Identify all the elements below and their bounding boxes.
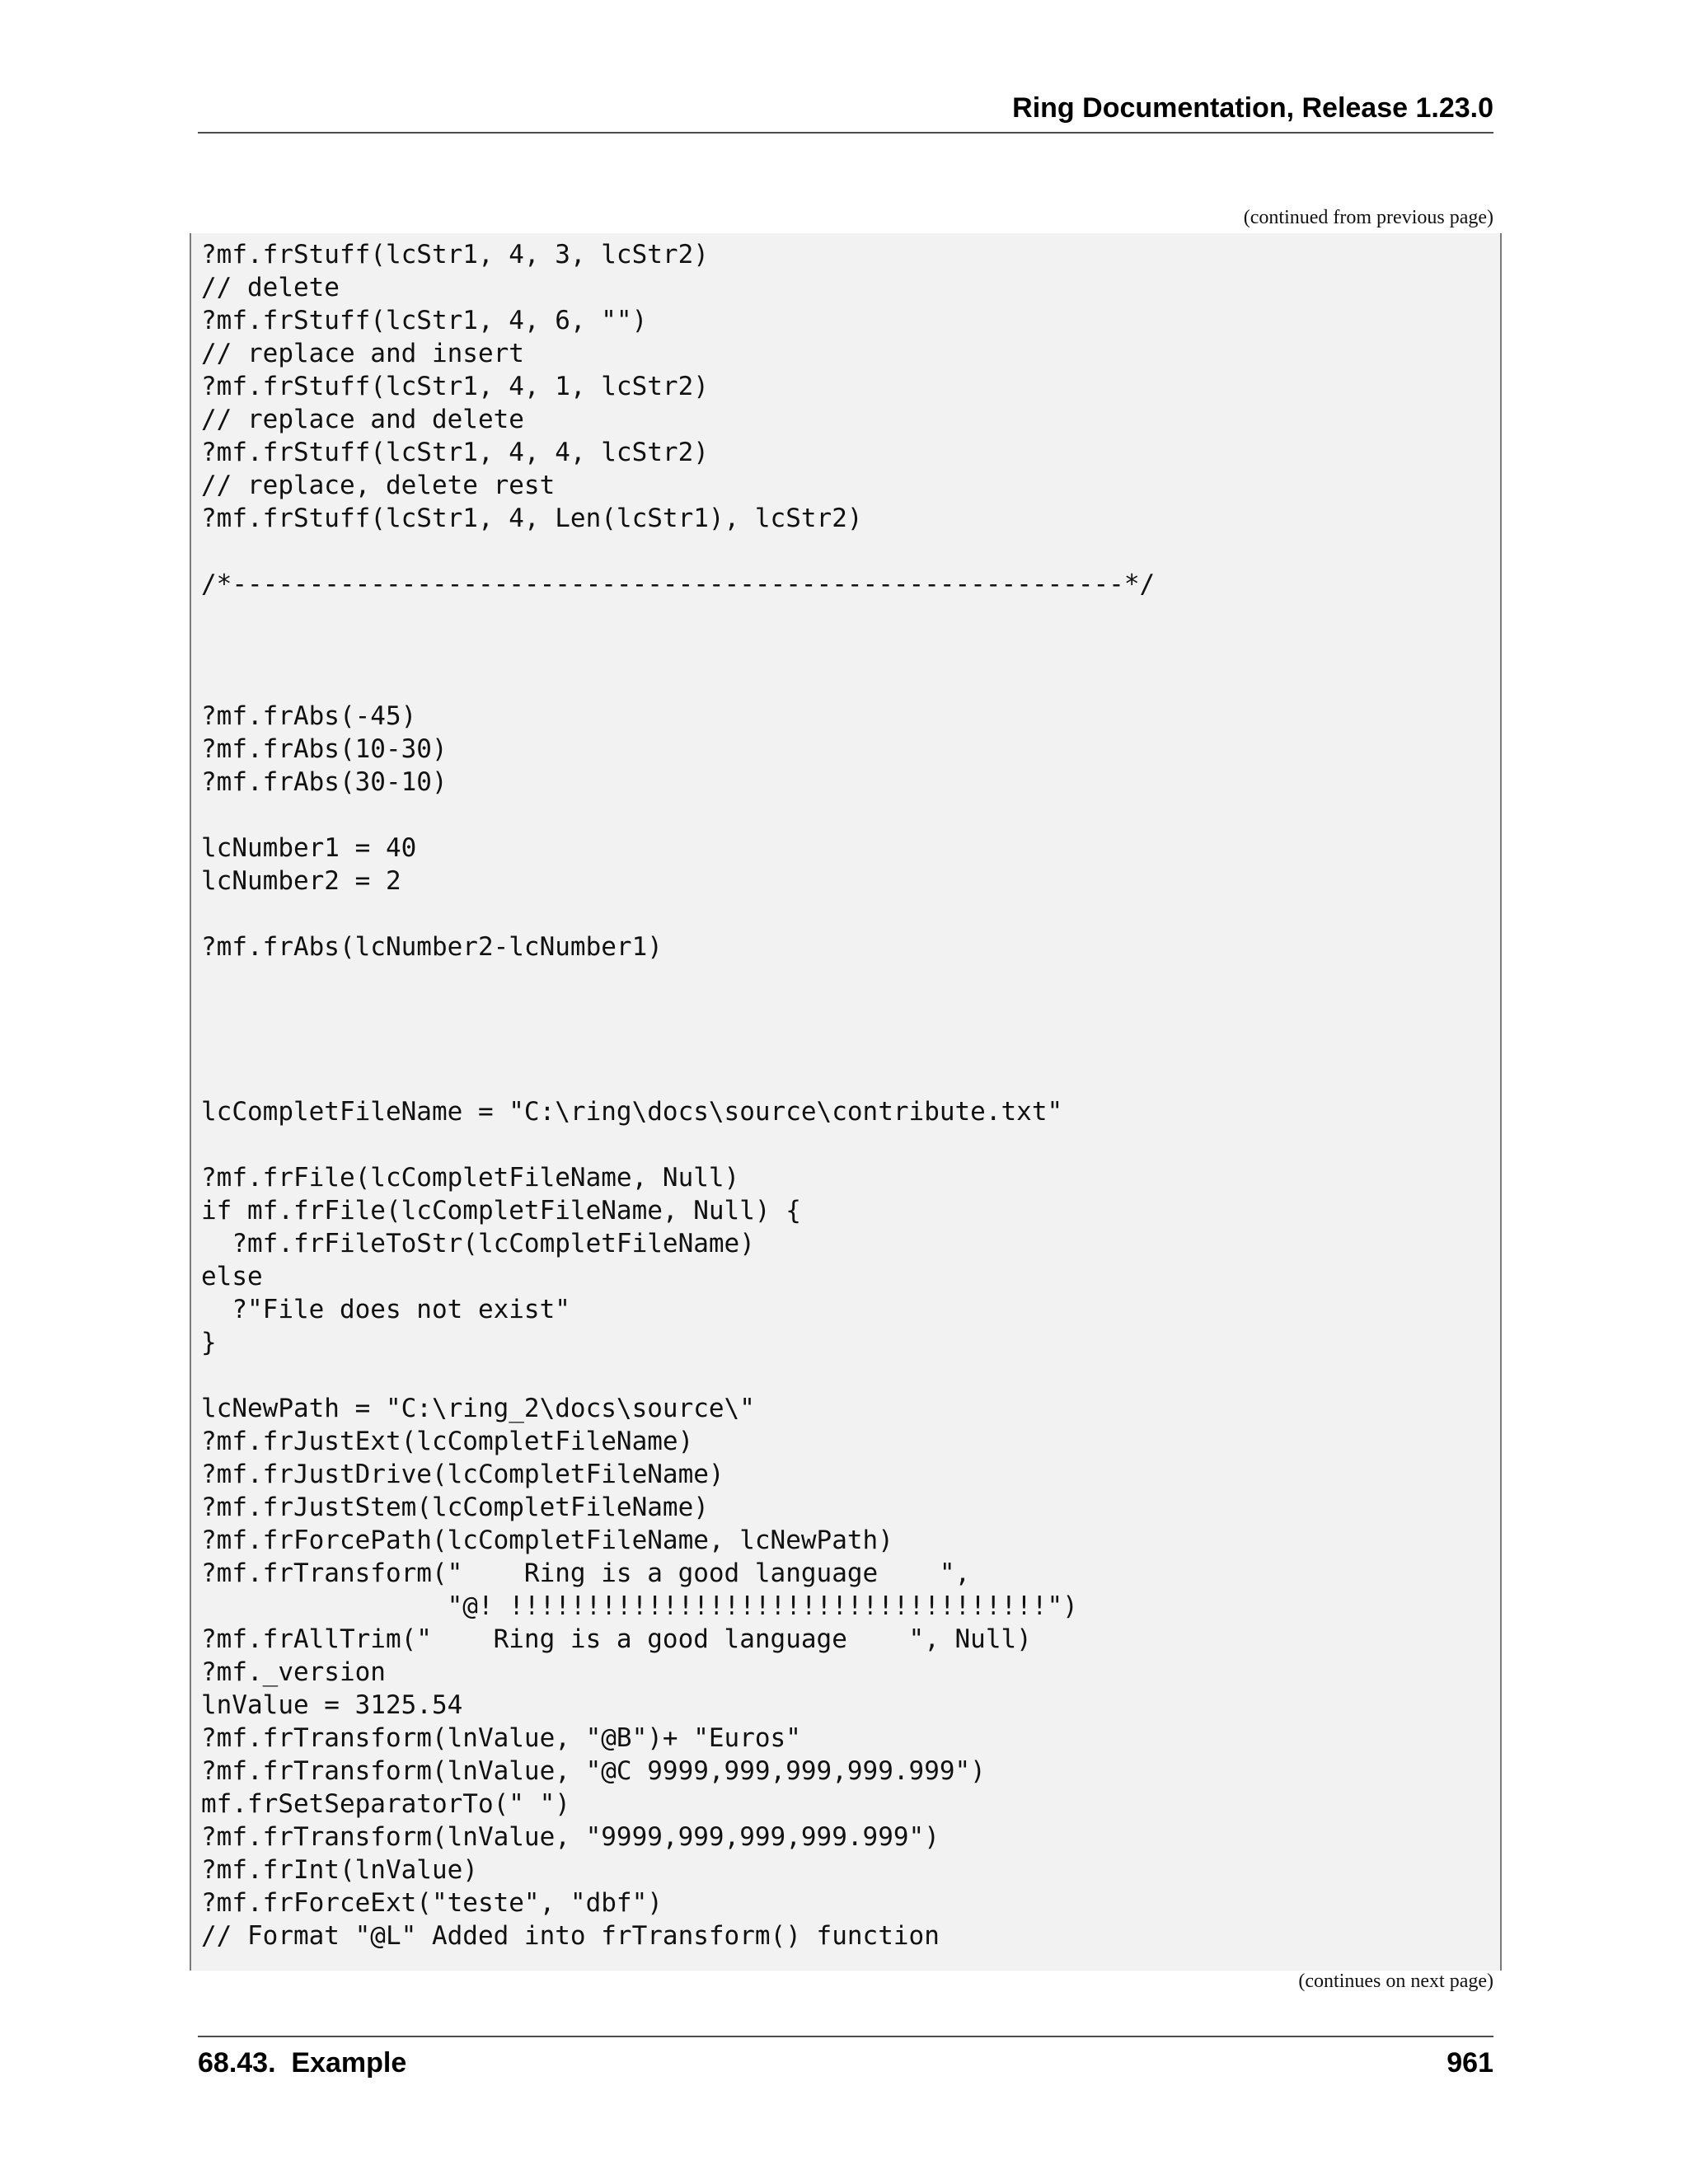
code-line: ?mf.frAllTrim(" Ring is a good language ", Null) <box>201 1624 1032 1654</box>
code-line: // replace and delete <box>201 405 524 434</box>
code-lines <box>201 238 1155 1952</box>
page-footer <box>198 2036 1493 2082</box>
code-line: "@! !!!!!!!!!!!!!!!!!!!!!!!!!!!!!!!!!!!") <box>201 1591 1078 1621</box>
code-line <box>201 1359 1155 1392</box>
code-line: } <box>201 1328 217 1357</box>
code-line: ?mf.frStuff(lcStr1, 4, 1, lcStr2) <box>201 372 709 401</box>
code-line: ?mf.frJustExt(lcCompletFileName) <box>201 1427 694 1456</box>
code-line: else <box>201 1262 263 1291</box>
code-line: ?mf.frInt(lnValue) <box>201 1855 478 1885</box>
code-line <box>201 535 1155 568</box>
code-line: ?mf._version <box>201 1657 386 1687</box>
page-header <box>198 89 1493 134</box>
code-line: ?mf.frTransform(lnValue, "9999,999,999,999.999") <box>201 1822 940 1852</box>
code-line: ?mf.frForceExt("teste", "dbf") <box>201 1888 663 1918</box>
code-line: ?mf.frJustDrive(lcCompletFileName) <box>201 1460 724 1489</box>
page-number: 961 <box>1447 2047 1493 2079</box>
code-line <box>201 963 1155 996</box>
code-line: ?mf.frForcePath(lcCompletFileName, lcNewPath) <box>201 1526 893 1555</box>
code-line: ?mf.frAbs(10-30) <box>201 734 448 764</box>
code-line: ?mf.frStuff(lcStr1, 4, Len(lcStr1), lcStr2) <box>201 504 863 533</box>
code-line: ?mf.frAbs(lcNumber2-lcNumber1) <box>201 932 663 962</box>
code-line <box>201 1029 1155 1062</box>
code-line: if mf.frFile(lcCompletFileName, Null) { <box>201 1196 801 1226</box>
section-title: 68.43. Example <box>198 2047 407 2079</box>
code-line: // delete <box>201 273 340 302</box>
code-line <box>201 634 1155 667</box>
code-line: lcNumber2 = 2 <box>201 866 401 896</box>
code-line: ?mf.frAbs(-45) <box>201 701 417 731</box>
code-line: /*----------------------------------------------------------*/ <box>201 569 1156 599</box>
code-line: ?mf.frFile(lcCompletFileName, Null) <box>201 1163 740 1193</box>
code-line <box>201 1128 1155 1161</box>
code-line: ?mf.frJustStem(lcCompletFileName) <box>201 1493 709 1522</box>
document-title: Ring Documentation, Release 1.23.0 <box>1012 92 1493 124</box>
continued-from-note: (continued from previous page) <box>1243 207 1493 228</box>
code-line: mf.frSetSeparatorTo(" ") <box>201 1789 570 1819</box>
code-line: lcNewPath = "C:\ring_2\docs\source\" <box>201 1394 755 1423</box>
continues-on-note: (continues on next page) <box>1298 1971 1493 1992</box>
code-line <box>201 667 1155 700</box>
code-line: ?mf.frTransform(lnValue, "@B")+ "Euros" <box>201 1723 801 1753</box>
code-line: // replace and insert <box>201 339 524 368</box>
code-line: // Format "@L" Added into frTransform() function <box>201 1921 940 1951</box>
code-line: lcCompletFileName = "C:\ring\docs\source\contribute.txt" <box>201 1097 1063 1127</box>
code-line: ?"File does not exist" <box>201 1295 570 1324</box>
code-line: lnValue = 3125.54 <box>201 1690 463 1720</box>
code-line <box>201 799 1155 832</box>
code-line: // replace, delete rest <box>201 471 556 500</box>
code-line: lcNumber1 = 40 <box>201 833 417 863</box>
code-line: ?mf.frTransform(lnValue, "@C 9999,999,999,999.999") <box>201 1756 986 1786</box>
code-line: ?mf.frStuff(lcStr1, 4, 6, "") <box>201 306 648 335</box>
code-line: ?mf.frStuff(lcStr1, 4, 4, lcStr2) <box>201 438 709 467</box>
code-line <box>201 1062 1155 1095</box>
code-line: ?mf.frAbs(30-10) <box>201 767 448 797</box>
code-line: ?mf.frTransform(" Ring is a good language ", <box>201 1558 971 1588</box>
code-line <box>201 898 1155 930</box>
code-line <box>201 996 1155 1029</box>
code-line: ?mf.frStuff(lcStr1, 4, 3, lcStr2) <box>201 240 709 269</box>
code-block <box>190 233 1502 1971</box>
code-line <box>201 601 1155 634</box>
code-line: ?mf.frFileToStr(lcCompletFileName) <box>201 1229 755 1258</box>
